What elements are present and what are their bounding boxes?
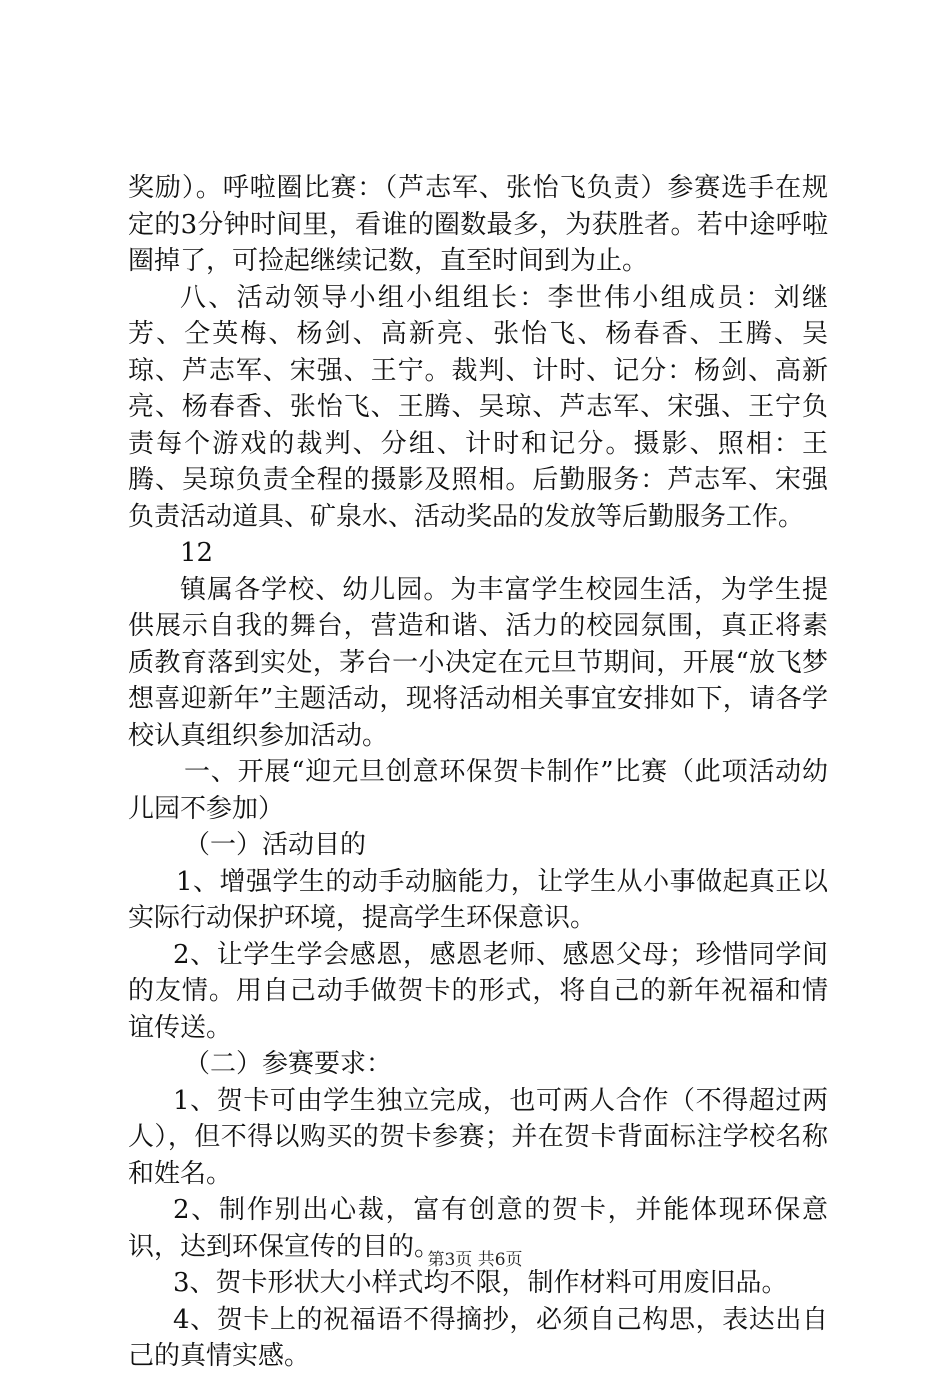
paragraph-number: 12 — [180, 538, 214, 568]
page-footer: 第3页 共6页 — [427, 1250, 523, 1270]
paragraph-purpose-1: 1、增强学生的动手动脑能力，让学生从小事做起真正以实际行动保护环境，提高学生环保意识。 — [128, 866, 828, 933]
paragraph-purpose-2: 2、让学生学会感恩，感恩老师、感恩父母；珍惜同学间的友情。用自己动手做贺卡的形式，将自己的新年祝福和情谊传送。 — [128, 939, 828, 1043]
document-body — [128, 170, 828, 1375]
paragraph-requirement-1: 1、贺卡可由学生独立完成，也可两人合作（不得超过两人），但不得以购买的贺卡参赛；并在贺卡背面标注学校名称和姓名。 — [128, 1085, 828, 1189]
paragraph-notice-intro: 镇属各学校、幼儿园。为丰富学生校园生活，为学生提供展示自我的舞台，营造和谐、活力的校园氛围，真正将素质教育落到实处，茅台一小决定在元旦节期间，开展“放飞梦想喜迎新年”主题活动，现将活动相关事宜安排如下，请各学校认真组织参加活动。 — [128, 574, 828, 751]
paragraph-leadership-group: 八、活动领导小组小组组长：李世伟小组成员：刘继芳、仝英梅、杨剑、高新亮、张怡飞、杨春香、王腾、吴琼、芦志军、宋强、王宁。裁判、计时、记分：杨剑、高新亮、杨春香、张怡飞、王腾、吴琼、芦志军、宋强、王宁负责每个游戏的裁判、分组、计时和记分。摄影、照相：王腾、吴琼负责全程的摄影及照相。后勤服务：芦志军、宋强负责活动道具、矿泉水、活动奖品的发放等后勤服务工作。 — [128, 282, 828, 532]
subheading-activity-purpose: （一）活动目的 — [184, 830, 367, 860]
section-heading-1: 一、开展“迎元旦创意环保贺卡制作”比赛（此项活动幼儿园不参加） — [128, 757, 828, 824]
paragraph-requirement-4: 4、贺卡上的祝福语不得摘抄，必须自己构思，表达出自己的真情实感。 — [128, 1304, 828, 1371]
paragraph-requirement-3: 3、贺卡形状大小样式均不限，制作材料可用废旧品。 — [173, 1268, 788, 1298]
paragraph-requirement-2: 2、制作别出心裁，富有创意的贺卡，并能体现环保意识，达到环保宣传的目的。 — [128, 1195, 828, 1262]
subheading-requirements: （二）参赛要求： — [184, 1049, 393, 1079]
paragraph-prize-hula-hoop: 奖励）。呼啦圈比赛：（芦志军、张怡飞负责）参赛选手在规定的3分钟时间里，看谁的圈数最多，为获胜者。若中途呼啦圈掉了，可捡起继续记数，直至时间到为止。 — [128, 173, 828, 276]
